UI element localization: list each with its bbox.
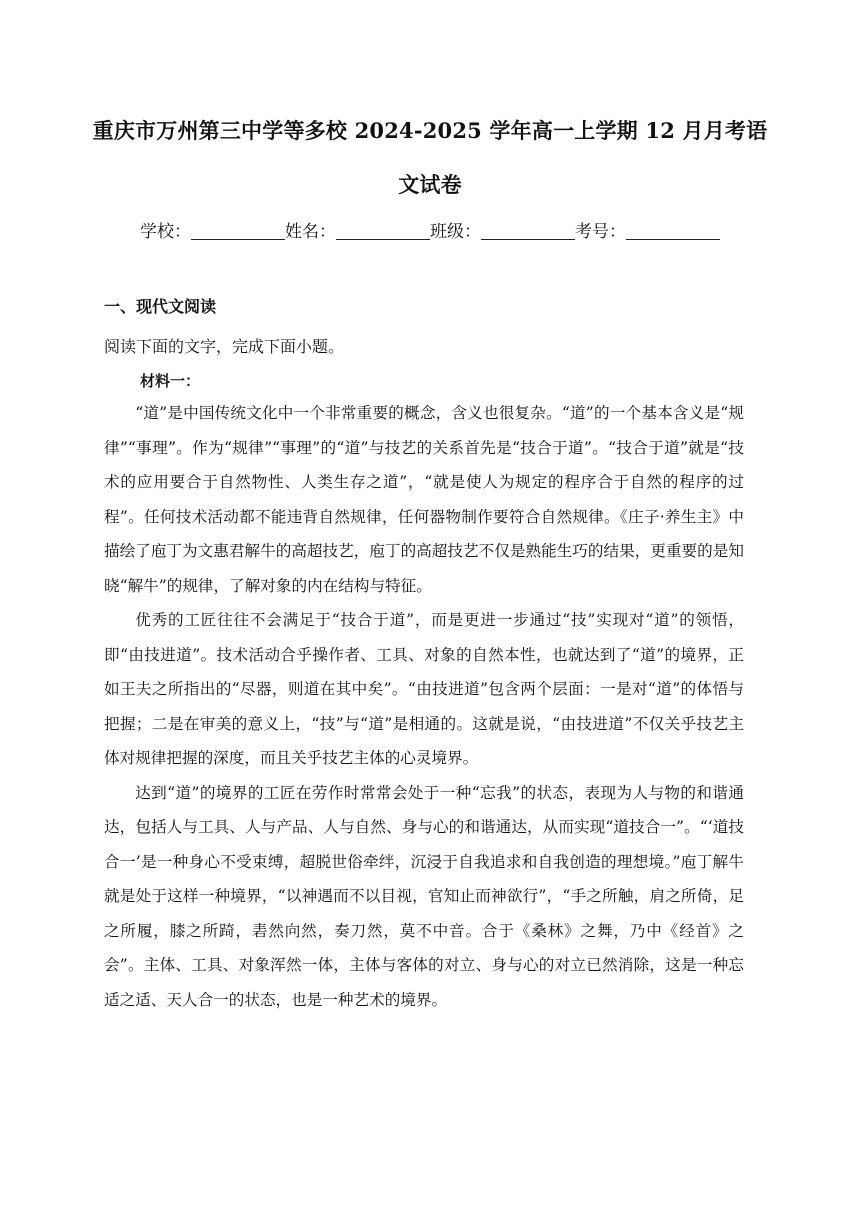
class-blank[interactable] bbox=[481, 221, 575, 240]
paragraph-1: “道”是中国传统文化中一个非常重要的概念，含义也很复杂。“道”的一个基本含义是“规律”“事理”。作为“规律”“事理”的“道”与技艺的关系首先是“技合于道”。“技合于道”就是“技术的应用要合于自然物性、人类生存之道”，“就是使人为规定的程序合于自然的程序的过程”。任何技术活动都不能违背自然规律，任何器物制作要符合自然规律。《庄子·养生主》中描绘了庖丁为文惠君解牛的高超技艺，庖丁的高超技艺不仅是熟能生巧的结果，更重要的是知晓“解牛”的规律，了解对象的内在结构与特征。 bbox=[104, 404, 744, 595]
name-blank[interactable] bbox=[336, 221, 430, 240]
name-label: 姓名： bbox=[285, 222, 336, 242]
school-blank[interactable] bbox=[191, 221, 285, 240]
material-text bbox=[104, 396, 744, 1017]
reading-instruction: 阅读下面的文字，完成下面小题。 bbox=[104, 337, 345, 356]
student-info-row bbox=[60, 219, 800, 245]
number-label: 考号： bbox=[575, 222, 626, 242]
school-label: 学校： bbox=[140, 222, 191, 242]
class-label: 班级： bbox=[430, 222, 481, 242]
title-line-2: 文试卷 bbox=[398, 172, 462, 197]
paragraph-2: 优秀的工匠往往不会满足于“技合于道”，而是更进一步通过“技”实现对“道”的领悟，即“由技进道”。技术活动合乎操作者、工具、对象的自然本性，也就达到了“道”的境界，正如王夫之所指出的“尽器，则道在其中矣”。“由技进道”包含两个层面：一是对“道”的体悟与把握；二是在审美的意义上，“技”与“道”是相通的。这就是说，“由技进道”不仅关乎技艺主体对规律把握的深度，而且关乎技艺主体的心灵境界。 bbox=[104, 611, 744, 767]
section-heading: 一、现代文阅读 bbox=[104, 297, 217, 316]
material-label: 材料一： bbox=[140, 372, 201, 390]
paragraph-3: 达到“道”的境界的工匠在劳作时常常会处于一种“忘我”的状态，表现为人与物的和谐通达，包括人与工具、人与产品、人与自然、身与心的和谐通达，从而实现“道技合一”。“‘道技合一’是一种身心不受束缚，超脱世俗牵绊，沉浸于自我追求和自我创造的理想境。”庖丁解牛就是处于这样一种境界，“以神遇而不以目视，官知止而神欲行”，“手之所触，肩之所倚，足之所履，膝之所踦，砉然向然，奏刀然，莫不中音。合于《桑林》之舞，乃中《经首》之会”。主体、工具、对象浑然一体，主体与客体的对立、身与心的对立已然消除，这是一种忘适之适、天人合一的状态，也是一种艺术的境界。 bbox=[104, 783, 744, 1009]
exam-title bbox=[60, 104, 800, 212]
title-line-1: 重庆市万州第三中学等多校 2024-2025 学年高一上学期 12 月月考语 bbox=[92, 118, 768, 143]
number-blank[interactable] bbox=[626, 221, 720, 240]
